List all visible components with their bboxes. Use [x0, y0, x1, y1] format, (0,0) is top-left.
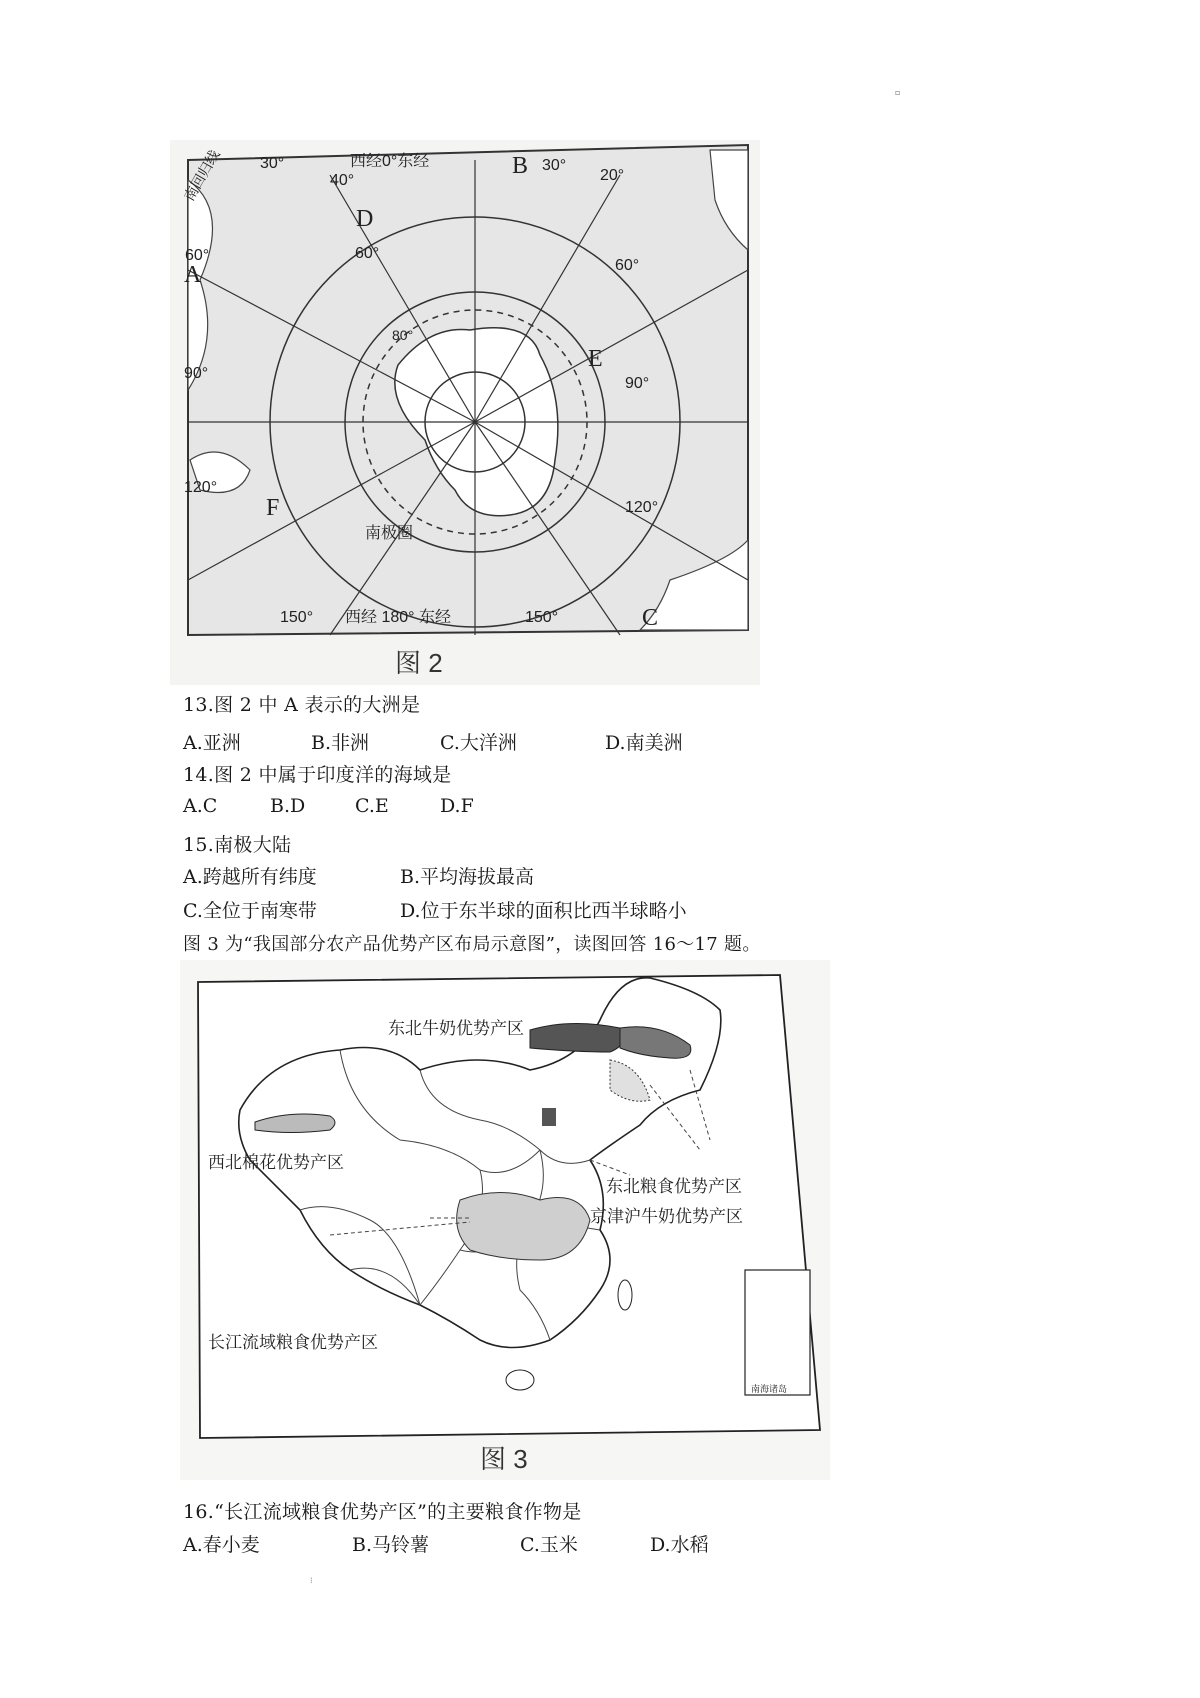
label-lon-20: 20°	[600, 167, 625, 184]
figure-2-antarctic-map	[170, 140, 760, 685]
q15-stem: 15.南极大陆	[183, 834, 292, 856]
figure-2-svg	[170, 140, 760, 685]
q14-option-d: D.F	[440, 795, 474, 817]
figure-3-caption: 图 3	[480, 1444, 528, 1474]
label-lon-150-left: 150°	[280, 609, 314, 626]
label-lon-150-right: 150°	[525, 609, 559, 626]
label-A: A	[184, 262, 202, 288]
q16-stem: 16.“长江流域粮食优势产区”的主要粮食作物是	[183, 1501, 582, 1523]
hainan-island	[506, 1370, 534, 1390]
q14-option-c: C.E	[355, 795, 389, 817]
figure-2-caption: 图 2	[395, 648, 443, 678]
figure-3-china-map	[180, 960, 830, 1480]
q15-option-b: B.平均海拔最高	[400, 866, 535, 888]
scan-mark-top: ▫	[895, 88, 901, 97]
q14-option-b: B.D	[270, 795, 306, 817]
label-lat-60: 60°	[355, 245, 380, 262]
label-lon-60-right: 60°	[615, 257, 640, 274]
label-F: F	[266, 495, 280, 521]
label-lat-40: 40°	[330, 172, 355, 189]
label-lon-30-right: 30°	[542, 157, 567, 174]
label-lon-90-left: 90°	[184, 365, 209, 382]
q14-stem: 14.图 2 中属于印度洋的海域是	[183, 764, 452, 786]
label-yangtze-grain: 长江流域粮食优势产区	[208, 1333, 378, 1352]
label-antarctic-circle: 南极圈	[365, 525, 414, 542]
scan-mark-bottom: ⁝	[310, 1576, 313, 1585]
q16-option-d: D.水稻	[650, 1534, 709, 1556]
q16-option-b: B.马铃薯	[352, 1534, 430, 1556]
q13-option-a: A.亚洲	[183, 732, 241, 754]
label-nw-cotton: 西北棉花优势产区	[208, 1153, 344, 1172]
label-B: B	[512, 153, 529, 179]
label-jjh-milk: 京津沪牛奶优势产区	[590, 1207, 743, 1226]
label-lat-80: 80°	[392, 327, 414, 343]
label-lon-120-left: 120°	[184, 479, 218, 496]
figure-3-svg	[180, 960, 830, 1480]
label-ne-grain: 东北粮食优势产区	[606, 1177, 742, 1196]
q15-option-a: A.跨越所有纬度	[183, 866, 317, 888]
q16-option-c: C.玉米	[520, 1534, 578, 1556]
label-bottom-center: 西经 180° 东经	[345, 609, 451, 626]
label-E: E	[588, 346, 603, 372]
figure-3-intro: 图 3 为“我国部分农产品优势产区布局示意图”，读图回答 16～17 题。	[183, 934, 761, 955]
q13-stem: 13.图 2 中 A 表示的大洲是	[183, 694, 421, 716]
label-tropic: 南回归线	[180, 147, 223, 204]
beijing-milk-zone	[542, 1108, 556, 1126]
label-lon-90-right: 90°	[625, 375, 650, 392]
label-ne-milk: 东北牛奶优势产区	[388, 1019, 524, 1038]
q15-option-c: C.全位于南寒带	[183, 900, 317, 922]
label-D: D	[356, 206, 374, 232]
q14-option-a: A.C	[183, 795, 218, 817]
q13-option-b: B.非洲	[311, 732, 370, 754]
q13-option-c: C.大洋洲	[440, 732, 517, 754]
inset-label: 南海诸岛	[751, 1384, 788, 1394]
ne-milk-zone	[530, 1023, 623, 1052]
label-lon-30-left: 30°	[260, 155, 285, 172]
q15-option-d: D.位于东半球的面积比西半球略小	[400, 900, 687, 922]
label-lon-60-left: 60°	[185, 247, 210, 264]
inset-south-china-sea	[745, 1270, 810, 1395]
yangtze-grain-zone	[457, 1193, 590, 1261]
label-C: C	[642, 605, 659, 631]
label-top-center: 西经0°东经	[350, 153, 430, 170]
q16-option-a: A.春小麦	[183, 1534, 260, 1556]
taiwan-island	[618, 1280, 632, 1310]
label-lon-120-right: 120°	[625, 499, 659, 516]
q13-option-d: D.南美洲	[605, 732, 683, 754]
